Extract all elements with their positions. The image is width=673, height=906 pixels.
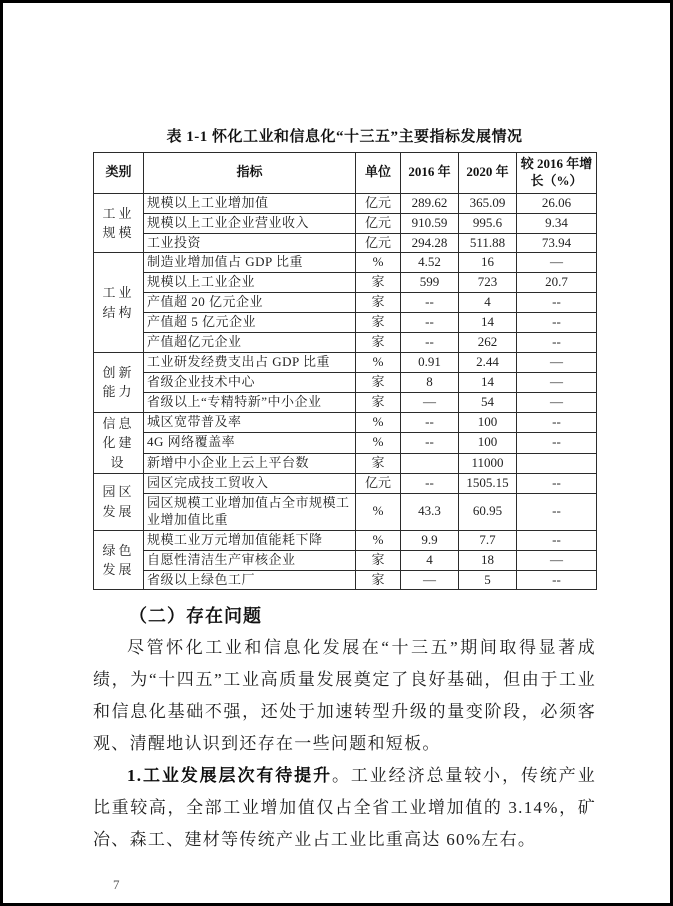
value-cell: 2.44 [459, 352, 517, 372]
indicator-cell: 产值超 5 亿元企业 [144, 313, 356, 333]
paragraph-industry-level [93, 760, 596, 856]
section-heading: （二）存在问题 [129, 606, 262, 627]
value-cell: -- [517, 412, 597, 433]
value-cell: -- [517, 493, 597, 530]
value-cell: 511.88 [459, 233, 517, 253]
value-cell: 995.6 [459, 213, 517, 233]
value-cell: 7.7 [459, 530, 517, 550]
paragraph-existing-problems: 尽管怀化工业和信息化发展在“十三五”期间取得显著成绩，为“十四五”工业高质量发展奠定了良好基础，但由于工业和信息化基础不强，还处于加速转型升级的量变阶段，必须客观、清醒地认识到还存在一些问题和短板。 [93, 638, 596, 754]
value-cell: % [356, 352, 401, 372]
indicator-cell: 工业研发经费支出占 GDP 比重 [144, 352, 356, 372]
value-cell: 亿元 [356, 233, 401, 253]
value-cell: -- [401, 474, 459, 494]
value-cell: 9.34 [517, 213, 597, 233]
column-header: 2016 年 [401, 153, 459, 194]
value-cell: 5 [459, 570, 517, 590]
table-row [94, 530, 597, 550]
value-cell: 11000 [459, 453, 517, 474]
value-cell: 60.95 [459, 493, 517, 530]
column-header: 单位 [356, 153, 401, 194]
indicator-cell: 省级以上“专精特新”中小企业 [144, 392, 356, 412]
value-cell: 910.59 [401, 213, 459, 233]
table-row [94, 412, 597, 433]
value-cell: -- [401, 313, 459, 333]
column-header: 较 2016 年增长（%） [517, 153, 597, 194]
value-cell: -- [517, 570, 597, 590]
table-row [94, 372, 597, 392]
value-cell: 亿元 [356, 193, 401, 213]
value-cell: -- [517, 313, 597, 333]
value-cell: 4 [401, 550, 459, 570]
value-cell: -- [517, 433, 597, 454]
paragraph-industry-level-rest: 。工业经济总量较小，传统产业比重较高，全部工业增加值仅占全省工业增加值的 3.14%，矿冶、森工、建材等传统产业占工业比重高达 60%左右。 [93, 766, 596, 850]
table-row [94, 392, 597, 412]
table-header-row [94, 153, 597, 194]
table-row [94, 550, 597, 570]
table-row [94, 273, 597, 293]
value-cell: % [356, 433, 401, 454]
value-cell: 4 [459, 293, 517, 313]
value-cell: 亿元 [356, 474, 401, 494]
value-cell: — [517, 372, 597, 392]
indicator-cell: 省级以上绿色工厂 [144, 570, 356, 590]
table-row [94, 213, 597, 233]
table-row [94, 253, 597, 273]
value-cell: -- [401, 293, 459, 313]
indicator-cell: 规模以上工业增加值 [144, 193, 356, 213]
table-row [94, 453, 597, 474]
indicator-cell: 新增中小企业上云上平台数 [144, 453, 356, 474]
category-cell: 工业结构 [94, 253, 144, 352]
table-row [94, 293, 597, 313]
column-header: 指标 [144, 153, 356, 194]
value-cell: 家 [356, 570, 401, 590]
value-cell: 73.94 [517, 233, 597, 253]
value-cell: — [401, 570, 459, 590]
page-number: 7 [113, 877, 120, 892]
value-cell: 20.7 [517, 273, 597, 293]
value-cell [401, 453, 459, 474]
indicator-cell: 园区完成技工贸收入 [144, 474, 356, 494]
value-cell: 1505.15 [459, 474, 517, 494]
value-cell: 294.28 [401, 233, 459, 253]
value-cell: 8 [401, 372, 459, 392]
value-cell: 家 [356, 550, 401, 570]
indicator-cell: 规模以上工业企业营业收入 [144, 213, 356, 233]
table-row [94, 570, 597, 590]
value-cell: 18 [459, 550, 517, 570]
value-cell: 家 [356, 293, 401, 313]
column-header: 类别 [94, 153, 144, 194]
table-body [94, 193, 597, 590]
value-cell: 家 [356, 313, 401, 333]
value-cell: 家 [356, 372, 401, 392]
table-row [94, 193, 597, 213]
table-row [94, 474, 597, 494]
value-cell: 289.62 [401, 193, 459, 213]
value-cell: -- [517, 474, 597, 494]
value-cell: -- [401, 433, 459, 454]
indicator-cell: 自愿性清洁生产审核企业 [144, 550, 356, 570]
value-cell: 100 [459, 412, 517, 433]
table-row [94, 433, 597, 454]
category-cell: 信息化建设 [94, 412, 144, 474]
value-cell: 43.3 [401, 493, 459, 530]
table-header [94, 153, 597, 194]
indicator-cell: 4G 网络覆盖率 [144, 433, 356, 454]
table-title: 表 1-1 怀化工业和信息化“十三五”主要指标发展情况 [166, 129, 523, 145]
value-cell: % [356, 493, 401, 530]
value-cell: 26.06 [517, 193, 597, 213]
category-cell: 创新能力 [94, 352, 144, 412]
value-cell: % [356, 253, 401, 273]
table-row [94, 493, 597, 530]
indicator-cell: 省级企业技术中心 [144, 372, 356, 392]
value-cell: -- [517, 333, 597, 353]
paragraph-industry-level-lead: 1.工业发展层次有待提升 [127, 766, 332, 786]
value-cell: 家 [356, 333, 401, 353]
indicator-cell: 工业投资 [144, 233, 356, 253]
indicator-cell: 城区宽带普及率 [144, 412, 356, 433]
value-cell: 16 [459, 253, 517, 273]
value-cell: 家 [356, 392, 401, 412]
indicator-cell: 规模工业万元增加值能耗下降 [144, 530, 356, 550]
indicator-cell: 产值超亿元企业 [144, 333, 356, 353]
value-cell: 14 [459, 372, 517, 392]
value-cell: % [356, 412, 401, 433]
value-cell [517, 453, 597, 474]
value-cell: 599 [401, 273, 459, 293]
value-cell: -- [517, 293, 597, 313]
value-cell: % [356, 530, 401, 550]
indicator-cell: 规模以上工业企业 [144, 273, 356, 293]
value-cell: 家 [356, 273, 401, 293]
indicator-cell: 制造业增加值占 GDP 比重 [144, 253, 356, 273]
category-cell: 绿色发展 [94, 530, 144, 590]
table-row [94, 352, 597, 372]
value-cell: — [517, 253, 597, 273]
value-cell: -- [401, 412, 459, 433]
category-cell: 园区发展 [94, 474, 144, 531]
value-cell: — [517, 550, 597, 570]
indicator-cell: 园区规模工业增加值占全市规模工业增加值比重 [144, 493, 356, 530]
value-cell: — [517, 392, 597, 412]
table-row [94, 333, 597, 353]
value-cell: -- [517, 530, 597, 550]
value-cell: 54 [459, 392, 517, 412]
indicators-table [93, 152, 597, 590]
value-cell: 家 [356, 453, 401, 474]
value-cell: 9.9 [401, 530, 459, 550]
value-cell: — [401, 392, 459, 412]
table-row [94, 313, 597, 333]
value-cell: -- [401, 333, 459, 353]
value-cell: 723 [459, 273, 517, 293]
value-cell: 100 [459, 433, 517, 454]
value-cell: 4.52 [401, 253, 459, 273]
table-row [94, 233, 597, 253]
value-cell: 365.09 [459, 193, 517, 213]
column-header: 2020 年 [459, 153, 517, 194]
value-cell: 亿元 [356, 213, 401, 233]
value-cell: — [517, 352, 597, 372]
value-cell: 0.91 [401, 352, 459, 372]
indicator-cell: 产值超 20 亿元企业 [144, 293, 356, 313]
value-cell: 14 [459, 313, 517, 333]
value-cell: 262 [459, 333, 517, 353]
category-cell: 工业规模 [94, 193, 144, 253]
page-content [93, 125, 596, 856]
